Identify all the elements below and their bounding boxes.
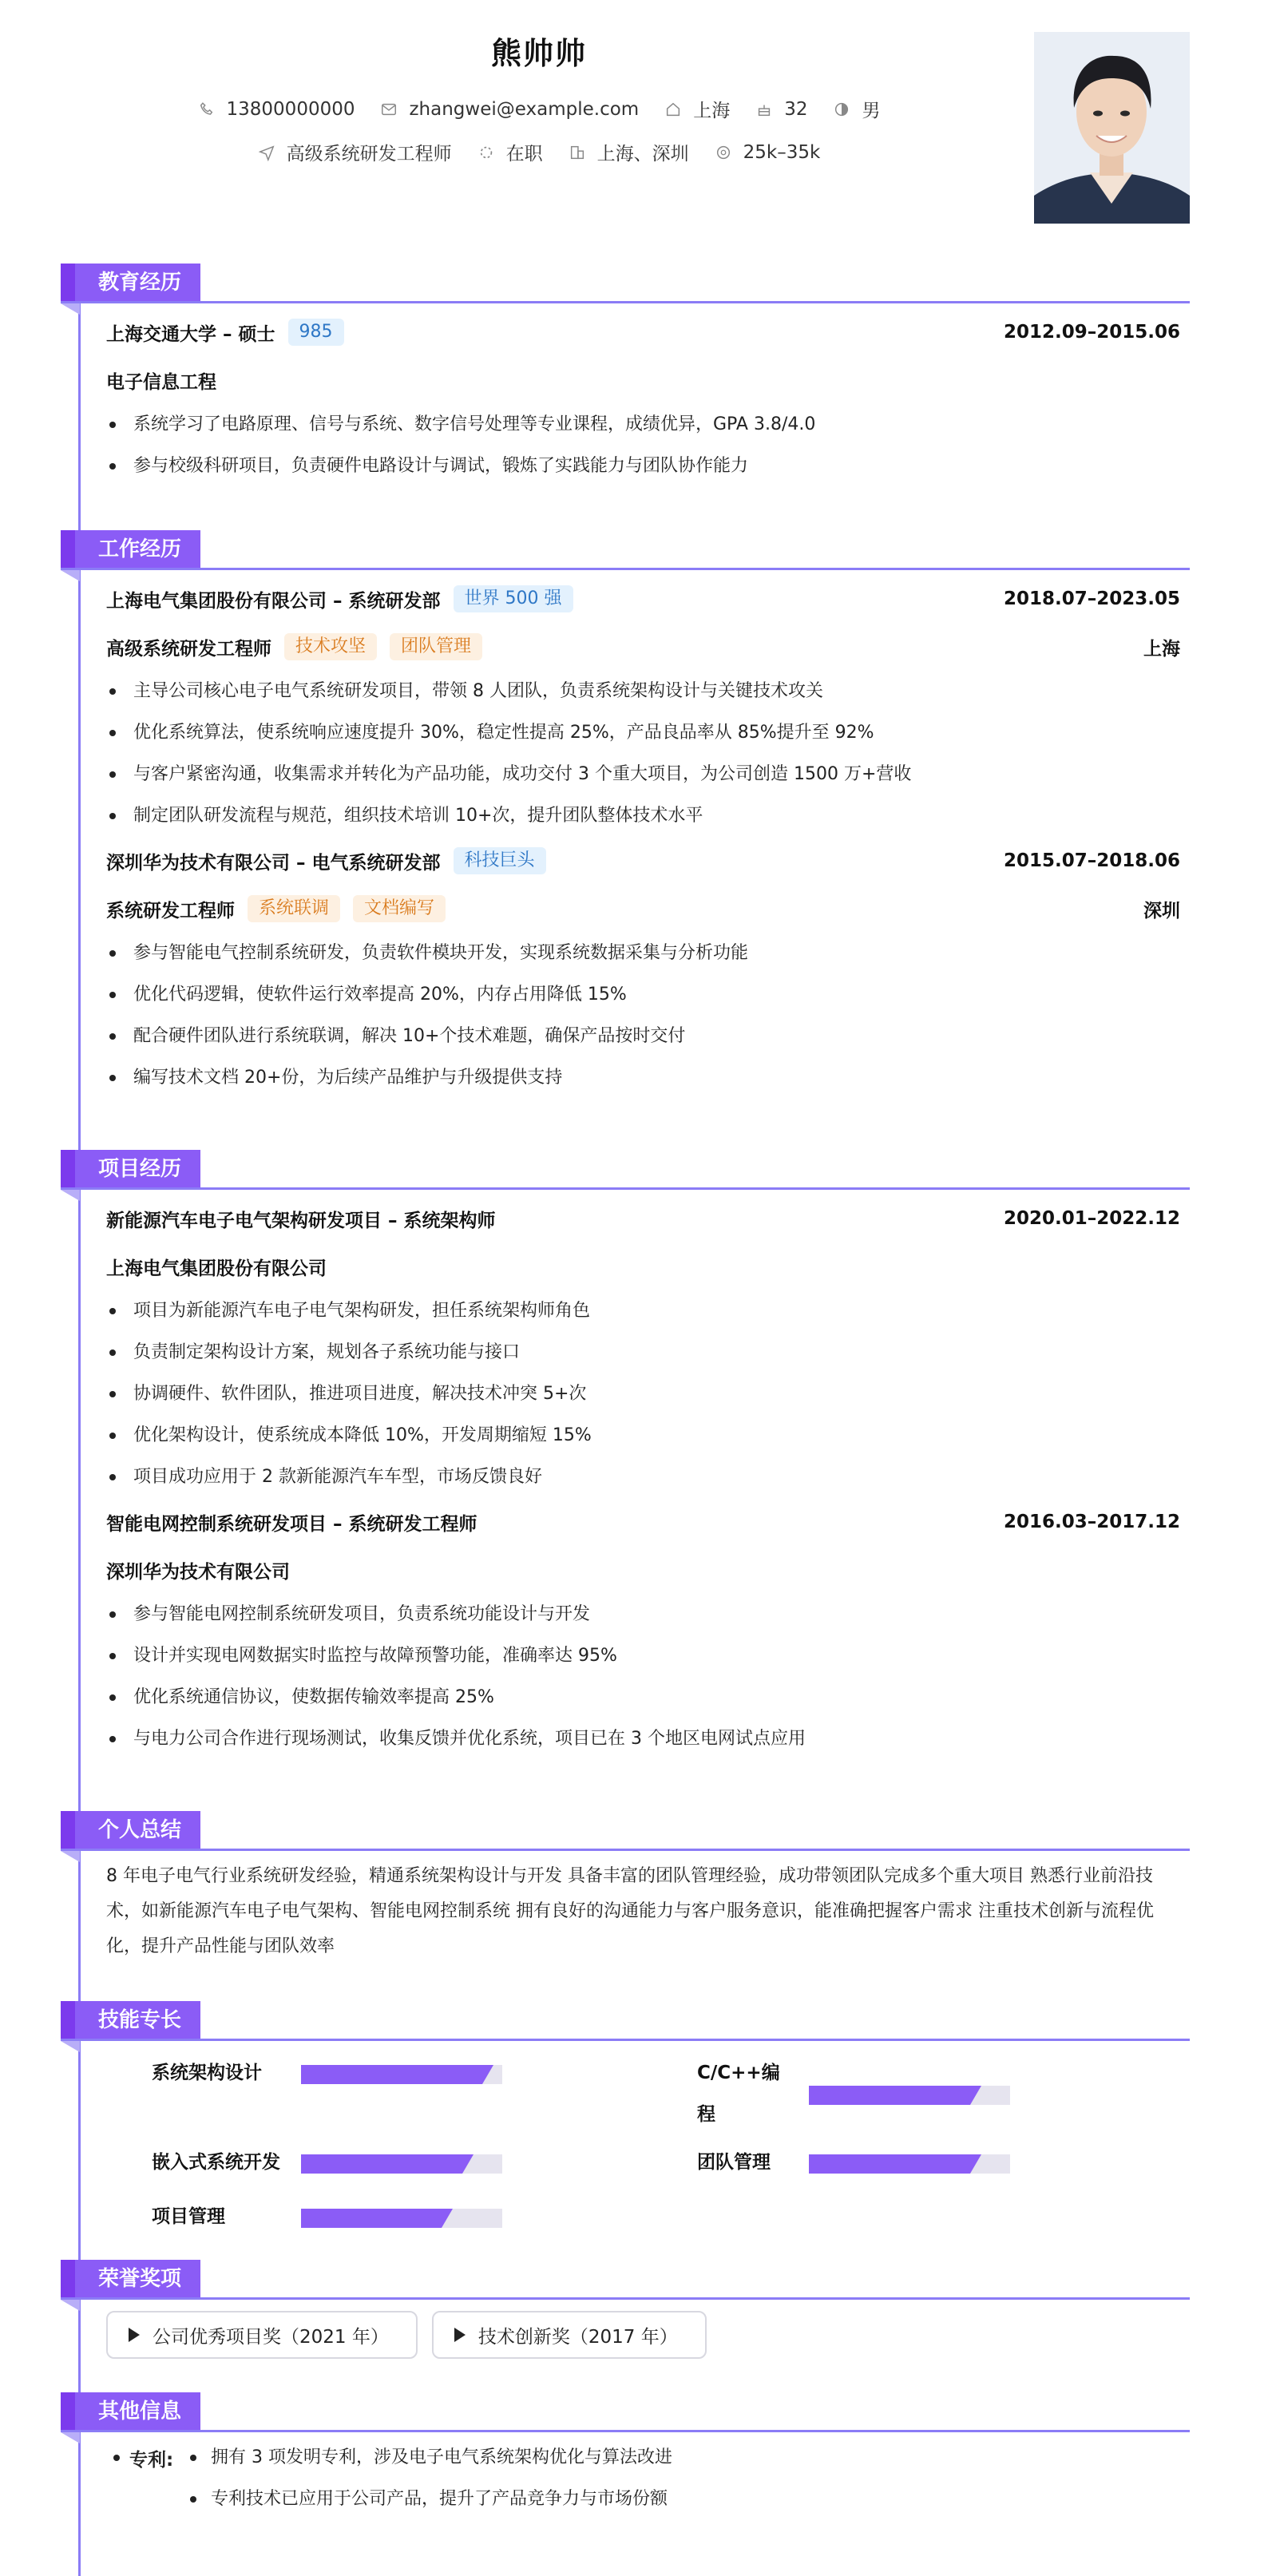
awards-list [106,2300,1180,2359]
section-fold [61,1190,80,1201]
project-bullets [106,1594,1180,1760]
city-item [664,96,730,122]
bullet-dot [190,2455,196,2461]
triangle-right-icon [454,2328,466,2342]
section-work [61,530,1190,1099]
skill-name: C/C++编程 [697,2063,780,2125]
role-name: 系统研发工程师 [106,900,235,921]
target-city-text: 上海、深圳 [596,144,689,164]
job-bullets [106,671,1180,837]
gender-icon [833,101,850,118]
list-item: 与客户紧密沟通，收集需求并转化为产品功能，成功交付 3 个重大项目，为公司创造 1500 万+营收 [106,754,1180,795]
job-intent-row [0,139,1078,165]
bullet-dot [113,2455,120,2461]
city-text: 上海 [693,101,731,121]
email-item [380,99,639,120]
education-date: 2012.09–2015.06 [1003,322,1180,343]
role-tag: 技术攻坚 [284,633,377,660]
skill-fill [301,2154,462,2174]
gender-text: 男 [862,101,881,121]
list-item: 编写技术文档 20+份，为后续产品维护与升级提供支持 [106,1057,1180,1099]
section-fold [61,2300,80,2311]
skill-bar [301,2065,502,2084]
section-summary [61,1811,1190,1964]
education-entry [106,308,1180,356]
section-fold [61,1851,80,1862]
list-item: 优化代码逻辑，使软件运行效率提高 20%，内存占用降低 15% [106,974,1180,1016]
skill-fill [809,2086,970,2105]
role-tag: 团队管理 [390,633,482,660]
role-row [106,885,1180,933]
building-icon [569,144,586,161]
phone-text: 13800000000 [226,98,355,120]
company-tag: 世界 500 强 [454,585,573,612]
section-title: 其他信息 [61,2392,200,2431]
school-tag: 985 [288,319,344,346]
phone-icon [198,101,216,118]
section-title: 项目经历 [61,1150,200,1188]
skill-name: 团队管理 [697,2152,771,2173]
age-item [755,99,807,120]
skill-name: 嵌入式系统开发 [152,2152,280,2173]
other-item: 专利技术已应用于公司产品，提升了产品竞争力与市场份额 [211,2489,668,2509]
job-date: 2018.07–2023.05 [1003,589,1180,609]
company-name: 上海电气集团股份有限公司 – 系统研发部 [106,590,441,612]
project-header [106,1498,1180,1546]
bullet-dot [190,2496,196,2503]
job-date: 2015.07–2018.06 [1003,850,1180,871]
company-tag: 科技巨头 [454,847,546,874]
section-title: 工作经历 [61,530,200,569]
skill-fill [809,2154,970,2174]
contact-row [0,96,1078,122]
home-icon [664,101,682,118]
target-city-item [569,139,689,165]
project-date: 2020.01–2022.12 [1003,1208,1180,1229]
list-item: 负责制定架构设计方案，规划各子系统功能与接口 [106,1332,1180,1373]
section-divider [61,1849,1190,1851]
project-date: 2016.03–2017.12 [1003,1512,1180,1532]
section-header [61,2392,1190,2432]
portrait-image [1034,32,1190,224]
skill-bar [301,2154,502,2174]
section-fold [61,303,80,315]
position-item [258,139,452,165]
role-row [106,623,1180,671]
job-location: 深圳 [1143,900,1180,921]
job-bullets [106,933,1180,1099]
project-name: 新能源汽车电子电气架构研发项目 – 系统架构师 [106,1210,496,1231]
job-location: 上海 [1143,638,1180,660]
project-org-row [106,1242,1180,1290]
list-item: 设计并实现电网数据实时监控与故障预警功能，准确率达 95% [106,1635,1180,1677]
section-skills [61,2001,1190,2249]
job-header [106,837,1180,885]
position-text: 高级系统研发工程师 [286,144,452,164]
skill-fill [301,2065,482,2084]
skill-fill [301,2209,442,2228]
project-header [106,1195,1180,1242]
project-name: 智能电网控制系统研发项目 – 系统研发工程师 [106,1513,477,1535]
candidate-name: 熊帅帅 [490,36,587,71]
section-projects [61,1150,1190,1760]
email-text: zhangwei@example.com [409,98,640,120]
avatar [1034,32,1190,224]
project-org: 深圳华为技术有限公司 [106,1561,290,1583]
education-bullets [106,404,1180,487]
section-divider [61,2297,1190,2300]
list-item: 优化架构设计，使系统成本降低 10%，开发周期缩短 15% [106,1415,1180,1456]
list-item: 参与校级科研项目，负责硬件电路设计与调试，锻炼了实践能力与团队协作能力 [106,446,1180,487]
section-title: 技能专长 [61,2001,200,2039]
role-name: 高级系统研发工程师 [106,638,271,660]
triangle-right-icon [129,2328,140,2342]
skill-bar [301,2209,502,2228]
list-item: 优化系统算法，使系统响应速度提升 30%，稳定性提高 25%，产品良品率从 85%提升至 92% [106,712,1180,754]
major-row [106,356,1180,404]
age-text: 32 [784,98,808,120]
mail-icon [380,101,398,118]
list-item: 制定团队研发流程与规范，组织技术培训 10+次，提升团队整体技术水平 [106,795,1180,837]
list-item: 系统学习了电路原理、信号与系统、数字信号处理等专业课程，成绩优异，GPA 3.8/4.0 [106,404,1180,446]
project-org: 上海电气集团股份有限公司 [106,1258,327,1279]
salary-item [715,142,821,163]
award-text: 技术创新奖（2017 年） [477,2326,678,2348]
section-divider [61,1187,1190,1190]
list-item: 与电力公司合作进行现场测试，收集反馈并优化系统，项目已在 3 个地区电网试点应用 [106,1718,1180,1760]
skill-name: 项目管理 [152,2206,225,2227]
award-item [106,2311,418,2359]
section-other [61,2392,1190,2528]
skills-grid [106,2041,1180,2249]
section-title: 教育经历 [61,264,200,302]
award-item [432,2311,707,2359]
skill-bar [809,2154,1010,2174]
section-education [61,264,1190,487]
summary-text: 8 年电子电气行业系统研发经验，精通系统架构设计与开发 具备丰富的团队管理经验，成功带领团队完成多个重大项目 熟悉行业前沿技术，如新能源汽车电子电气架构、智能电网控制系统 拥有良好的沟通能力与客户服务意识，能准确把握客户需求 注重技术创新与流程优化，提升产品性能与团队效率 [106,1866,1154,1956]
cake-icon [755,101,773,118]
resume-header [0,0,1268,240]
section-title: 荣誉奖项 [61,2260,200,2298]
section-header [61,264,1190,303]
other-item: 拥有 3 项发明专利，涉及电子电气系统架构优化与算法改进 [211,2447,672,2467]
send-icon [258,144,275,161]
loading-icon [477,144,495,161]
major-name: 电子信息工程 [106,371,216,393]
list-item: 协调硬件、软件团队，推进项目进度，解决技术冲突 5+次 [106,1373,1180,1415]
list-item: 参与智能电网控制系统研发项目，负责系统功能设计与开发 [106,1594,1180,1635]
company-name: 深圳华为技术有限公司 – 电气系统研发部 [106,852,441,874]
section-header [61,2260,1190,2300]
project-bullets [106,1290,1180,1498]
other-label: 专利: [129,2450,174,2471]
role-tag: 文档编写 [353,895,446,922]
other-info [61,2432,1190,2528]
salary-text: 25k–35k [743,141,821,163]
school-name: 上海交通大学 – 硕士 [106,323,275,345]
gender-item [833,96,880,122]
project-org-row [106,1546,1180,1594]
section-header [61,2001,1190,2041]
status-text: 在职 [505,144,543,164]
section-awards [61,2260,1190,2359]
list-item: 主导公司核心电子电气系统研发项目，带领 8 人团队，负责系统架构设计与关键技术攻关 [106,671,1180,712]
role-tag: 系统联调 [248,895,340,922]
section-fold [61,570,80,581]
section-fold [61,2041,80,2052]
list-item: 配合硬件团队进行系统联调，解决 10+个技术难题，确保产品按时交付 [106,1016,1180,1057]
section-header [61,1811,1190,1851]
list-item: 参与智能电气控制系统研发，负责软件模块开发，实现系统数据采集与分析功能 [106,933,1180,974]
list-item: 项目成功应用于 2 款新能源汽车车型，市场反馈良好 [106,1456,1180,1498]
list-item: 项目为新能源汽车电子电气架构研发，担任系统架构师角色 [106,1290,1180,1332]
section-header [61,530,1190,570]
section-divider [61,301,1190,303]
skill-bar [809,2086,1010,2105]
phone-item [198,99,355,120]
list-item: 优化系统通信协议，使数据传输效率提高 25% [106,1677,1180,1718]
section-title: 个人总结 [61,1811,200,1849]
status-item [477,139,543,165]
award-text: 公司优秀项目奖（2021 年） [153,2326,389,2348]
coin-icon [715,144,732,161]
section-header [61,1150,1190,1190]
skill-name: 系统架构设计 [152,2063,262,2083]
section-divider [61,568,1190,570]
job-header [106,575,1180,623]
